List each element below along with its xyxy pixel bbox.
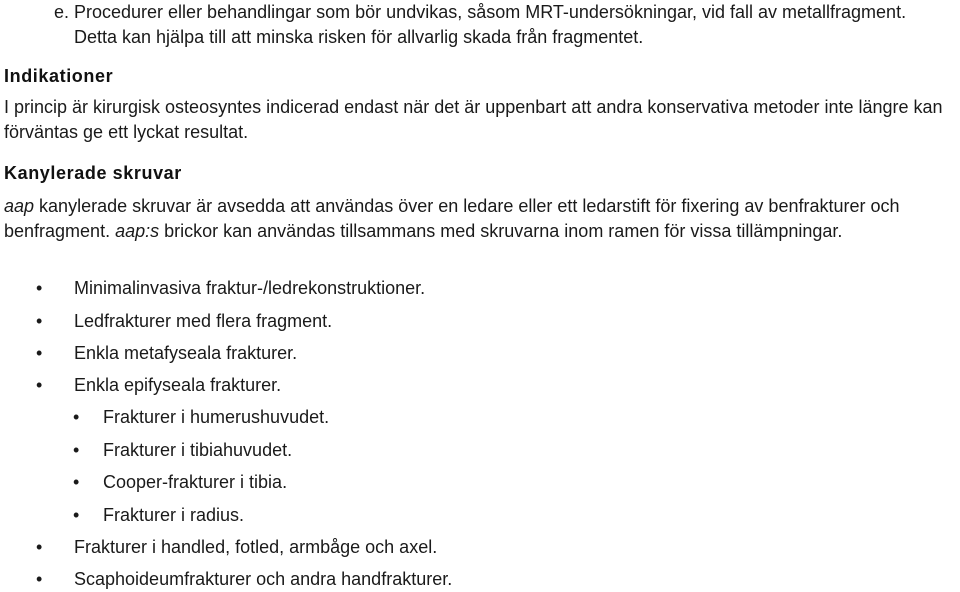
indications-paragraph: I princip är kirurgisk osteosyntes indicerad endast när det är uppenbart att andra konservativa metoder inte längre kan förväntas ge ett lyckat resultat. (4, 97, 943, 142)
bullet-icon: • (73, 472, 80, 492)
procedure-list-item-e (54, 0, 954, 50)
list-item (73, 438, 293, 462)
list-item-text: Frakturer i humerushuvudet. (103, 407, 330, 427)
bullet-icon: • (73, 505, 80, 525)
list-item-text: Scaphoideumfrakturer och andra handfrakturer. (74, 569, 453, 589)
bullet-icon: • (36, 375, 43, 395)
paragraph-text: kanylerade skruvar är avsedda att användas över en ledare eller ett ledarstift för fixering av benfrakturer och benfragment. (4, 196, 900, 241)
list-item (73, 405, 330, 429)
list-item (36, 276, 426, 300)
list-item-text: Minimalinvasiva fraktur-/ledrekonstruktioner. (74, 278, 426, 298)
list-item-text: Enkla metafyseala frakturer. (74, 343, 298, 363)
list-item (36, 567, 453, 591)
list-item-text: Frakturer i radius. (103, 505, 245, 525)
bullet-icon: • (36, 569, 43, 589)
bullet-icon: • (36, 343, 43, 363)
list-item-text: Ledfrakturer med flera fragment. (74, 311, 333, 331)
list-item-text: Enkla epifyseala frakturer. (74, 375, 282, 395)
list-item (73, 503, 245, 527)
list-item (73, 470, 288, 494)
list-item-text: Cooper-frakturer i tibia. (103, 472, 288, 492)
bullet-icon: • (73, 440, 80, 460)
indications-heading: Indikationer (4, 66, 114, 86)
list-item (36, 535, 438, 559)
list-item (36, 309, 333, 333)
bullet-icon: • (36, 311, 43, 331)
cannulated-screws-paragraph (4, 194, 958, 244)
procedure-item-text: Procedurer eller behandlingar som bör undvikas, såsom MRT-undersökningar, vid fall av metallfragment. Detta kan hjälpa till att minska risken för allvarlig skada från fragmentet. (74, 2, 907, 47)
list-item (36, 341, 298, 365)
cannulated-screws-heading: Kanylerade skruvar (4, 163, 182, 183)
brand-name: aap:s (115, 221, 160, 241)
list-marker: e. (54, 2, 70, 22)
list-item-text: Frakturer i tibiahuvudet. (103, 440, 293, 460)
list-item (36, 373, 282, 397)
bullet-icon: • (36, 278, 43, 298)
bullet-icon: • (36, 537, 43, 557)
paragraph-text: brickor kan användas tillsammans med skruvarna inom ramen för vissa tillämpningar. (159, 221, 843, 241)
brand-name: aap (4, 196, 35, 216)
list-item-text: Frakturer i handled, fotled, armbåge och axel. (74, 537, 438, 557)
bullet-icon: • (73, 407, 80, 427)
